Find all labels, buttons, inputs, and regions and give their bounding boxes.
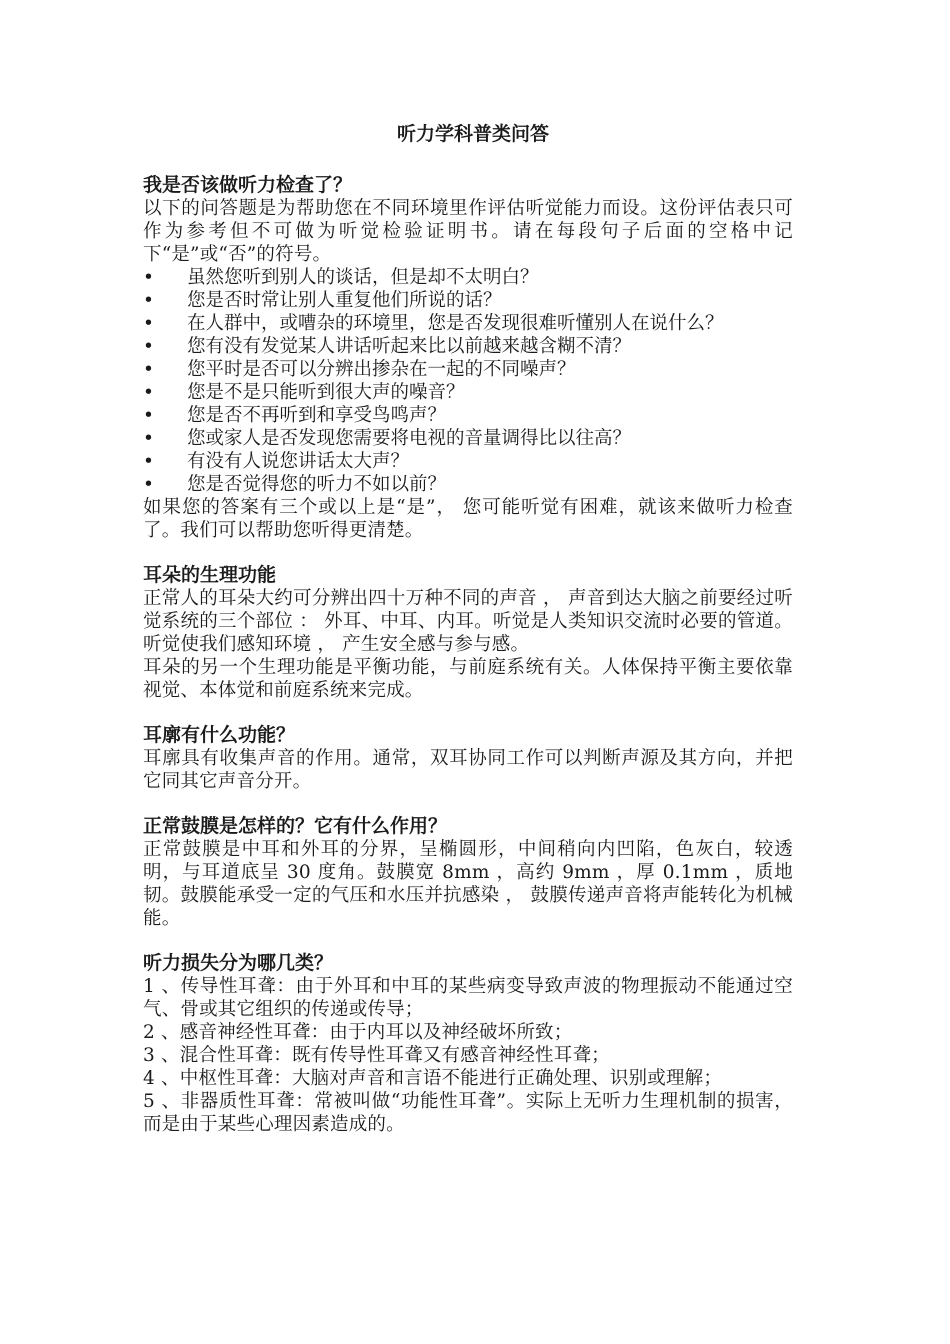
list-item	[143, 427, 793, 450]
list-item-text: 您平时是否可以分辨出掺杂在一起的不同噪声？	[187, 359, 576, 380]
list-item-text: 您是否不再听到和享受鸟鸣声？	[187, 405, 447, 426]
page-title: 听力学科普类问答	[396, 123, 549, 145]
bullet-icon: •	[143, 267, 154, 288]
list-item-text: 虽然您听到别人的谈话，但是却不太明白？	[187, 267, 539, 288]
paragraph: 耳廓具有收集声音的作用。通常，双耳协同工作可以判断声源及其方向，并把它同其它声音分开。	[143, 748, 793, 792]
section-hearing-check	[143, 174, 793, 542]
list-item	[143, 335, 793, 358]
list-item	[143, 473, 793, 496]
section-heading: 听力损失分为哪几类？	[143, 952, 334, 974]
bullet-icon: •	[143, 428, 154, 449]
bullet-icon: •	[143, 405, 154, 426]
section-intro: 以下的问答题是为帮助您在不同环境里作评估听觉能力而设。这份评估表只可作为参考但不可做为听觉检验证明书。请在每段句子后面的空格中记下“是”或“否”的符号。	[143, 198, 793, 265]
section-heading: 我是否该做听力检查了？	[143, 174, 353, 196]
paragraph: 2 、感音神经性耳聋：由于内耳以及神经破坏所致；	[143, 1022, 573, 1043]
paragraph: 耳朵的另一个生理功能是平衡功能，与前庭系统有关。人体保持平衡主要依靠视觉、本体觉和前庭系统来完成。	[143, 657, 793, 701]
list-item	[143, 358, 793, 381]
document-page	[143, 120, 793, 1158]
list-item	[143, 289, 793, 312]
list-item-text: 有没有人说您讲话太大声？	[187, 451, 410, 472]
list-item	[143, 450, 793, 473]
bullet-icon: •	[143, 451, 154, 472]
list-item-text: 您有没有发觉某人讲话听起来比以前越来越含糊不清？	[187, 336, 632, 357]
paragraph: 正常鼓膜是中耳和外耳的分界，呈椭圆形，中间稍向内凹陷，色灰白，较透明，与耳道底呈 30 度角。鼓膜宽 8mm ，高约 9mm ，厚 0.1mm ，质地韧。鼓膜能承受一定的气压和水压并抗感染 ， 鼓膜传递声音将声能转化为机械能。	[143, 839, 793, 929]
section-heading: 耳朵的生理功能	[143, 564, 277, 586]
section-eardrum	[143, 815, 793, 930]
section-outro: 如果您的答案有三个或以上是“是”， 您可能听觉有困难，就该来做听力检查了。我们可以帮助您听得更清楚。	[143, 497, 793, 541]
paragraph: 正常人的耳朵大约可分辨出四十万种不同的声音 ， 声音到达大脑之前要经过听觉系统的三个部位 ： 外耳、中耳、内耳。听觉是人类知识交流时必要的管道。听觉使我们感知环境 ， 产生安全感与参与感。	[143, 588, 793, 655]
bullet-icon: •	[143, 290, 154, 311]
bullet-icon: •	[143, 359, 154, 380]
bullet-icon: •	[143, 336, 154, 357]
section-heading: 耳廓有什么功能？	[143, 724, 296, 746]
list-item-text: 您是否觉得您的听力不如以前？	[187, 474, 447, 495]
section-heading: 正常鼓膜是怎样的？它有什么作用？	[143, 815, 448, 837]
paragraph: 3 、混合性耳聋：既有传导性耳聋又有感音神经性耳聋；	[143, 1045, 610, 1066]
list-item-text: 您是否时常让别人重复他们所说的话？	[187, 290, 502, 311]
list-item	[143, 381, 793, 404]
paragraph: 5 、非器质性耳聋：常被叫做“功能性耳聋”。实际上无听力生理机制的损害，而是由于某些心理因素造成的。	[143, 1091, 793, 1135]
list-item-text: 您是不是只能听到很大声的噪音？	[187, 382, 465, 403]
section-ear-physiology	[143, 564, 793, 702]
paragraph: 1 、传导性耳聋：由于外耳和中耳的某些病变导致声波的物理振动不能通过空气、骨或其它组织的传递或传导；	[143, 976, 793, 1020]
bullet-icon: •	[143, 313, 154, 334]
section-auricle	[143, 724, 793, 793]
section-hearing-loss-types	[143, 952, 793, 1136]
list-item-text: 您或家人是否发现您需要将电视的音量调得比以往高？	[187, 428, 632, 449]
list-item	[143, 404, 793, 427]
bullet-icon: •	[143, 382, 154, 403]
list-item	[143, 312, 793, 335]
paragraph: 4 、中枢性耳聋：大脑对声音和言语不能进行正确处理、识别或理解；	[143, 1068, 723, 1089]
bullet-icon: •	[143, 474, 154, 495]
list-item-text: 在人群中，或嘈杂的环境里，您是否发现很难听懂别人在说什么？	[187, 313, 724, 334]
question-list	[143, 266, 793, 496]
list-item	[143, 266, 793, 289]
